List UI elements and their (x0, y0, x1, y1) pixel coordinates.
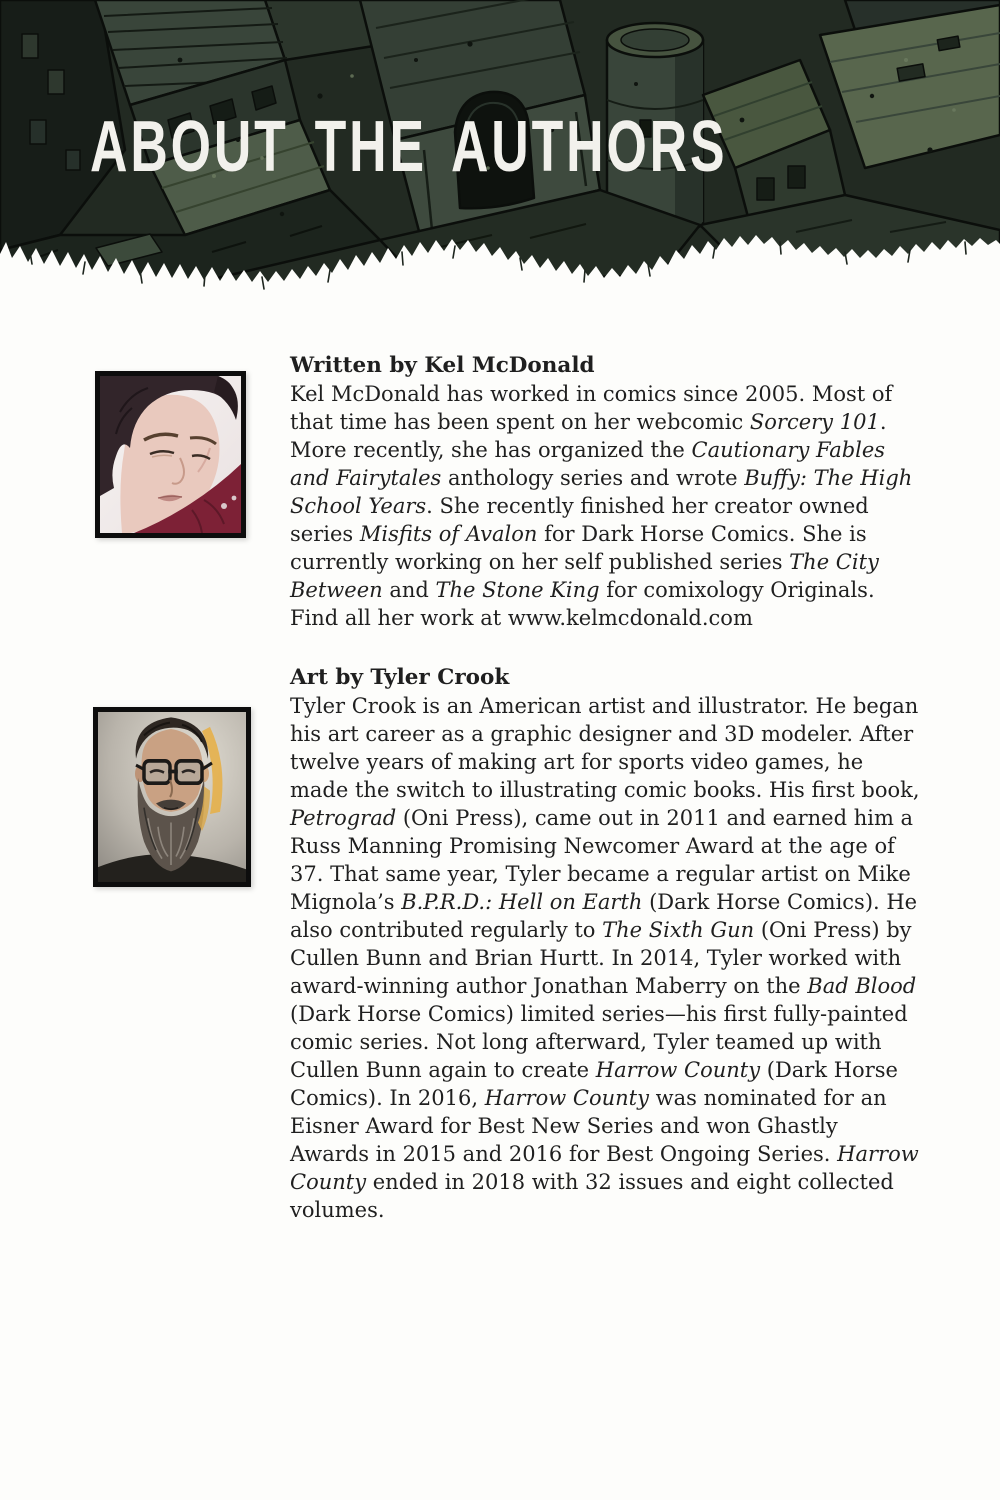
page-title: ABOUT THE AUTHORS (90, 107, 728, 187)
kel-photo-illustration (100, 376, 241, 533)
tyler-crook-photo (93, 707, 251, 887)
kel-mcdonald-bio: Kel McDonald has worked in comics since 2005. Most of that time has been spent on her webcomic Sorcery 101. More recently, she has organized the Cautionary Fables and Fairytales anthology series and wrote Buffy: The High School Years. She recently finished her creator owned series Misfits of Avalon for Dark Horse Comics. She is currently working on her self published series The City Between and The Stone King for comixology Originals. Find all her work at www.kelmcdonald.com (290, 382, 913, 630)
kel-mcdonald-heading: Written by Kel McDonald (290, 353, 595, 378)
kel-mcdonald-photo (95, 371, 246, 538)
tyler-crook-heading: Art by Tyler Crook (290, 665, 510, 690)
author-section-kel-mcdonald (290, 352, 922, 632)
tyler-crook-bio: Tyler Crook is an American artist and illustrator. He began his art career as a graphic designer and 3D modeler. After twelve years of making art for sports video games, he made the switch to illustrating comic books. His first book, Petrograd (Oni Press), came out in 2011 and earned him a Russ Manning Promising Newcomer Award at the age of 37. That same year, Tyler became a regular artist on Mike Mignola’s B.P.R.D.: Hell on Earth (Dark Horse Comics). He also contributed regularly to The Sixth Gun (Oni Press) by Cullen Bunn and Brian Hurtt. In 2014, Tyler worked with award-winning author Jonathan Maberry on the Bad Blood (Dark Horse Comics) limited series—his first fully-painted comic series. Not long afterward, Tyler teamed up with Cullen Bunn again to create Harrow County (Dark Horse Comics). In 2016, Harrow County was nominated for an Eisner Award for Best New Series and won Ghastly Awards in 2015 and 2016 for Best Ongoing Series. Harrow County ended in 2018 with 32 issues and eight collected volumes. (290, 694, 920, 1222)
header-banner (0, 0, 1000, 290)
author-section-tyler-crook (290, 664, 922, 1224)
bio-column (290, 352, 922, 1224)
tyler-photo-illustration (98, 712, 246, 882)
